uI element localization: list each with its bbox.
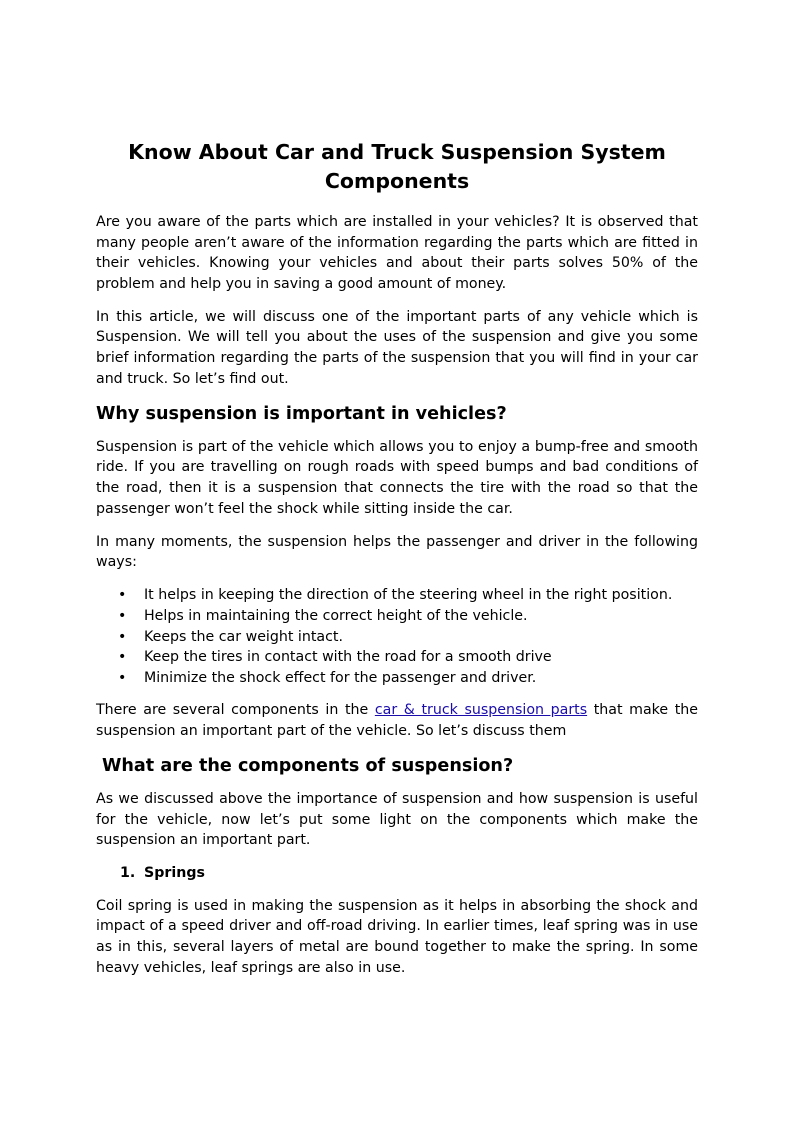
bullet-icon: • — [118, 587, 127, 604]
list-item-text: Helps in maintaining the correct height of the vehicle. — [144, 607, 528, 624]
importance-paragraph-1: Suspension is part of the vehicle which allows you to enjoy a bump-free and smooth ride. If you are travelling on rough roads with speed bumps and bad conditions of the road, then it is a suspension that connects the tire with the road so that the passenger won’t feel the shock while sitting inside the car. — [96, 438, 698, 517]
components-intro-paragraph — [96, 700, 698, 741]
section-heading-importance: Why suspension is important in vehicles? — [96, 403, 507, 424]
item-number: 1. — [120, 865, 136, 882]
components-text-after: that make the suspension an important part of the vehicle. So let’s discuss them — [96, 702, 699, 739]
list-item — [96, 585, 698, 606]
intro-paragraph-2: In this article, we will discuss one of the important parts of any vehicle which is Suspension. We will tell you about the uses of the suspension and give you some brief information regarding the parts of the suspension that you will find in your car and truck. So let’s find out. — [96, 308, 698, 387]
components-paragraph: As we discussed above the importance of suspension and how suspension is useful for the vehicle, now let’s put some light on the components which make the suspension an important part. — [96, 790, 698, 849]
document-title: Know About Car and Truck Suspension System Components — [128, 140, 666, 193]
item-title: Springs — [144, 865, 205, 882]
list-item — [96, 627, 698, 648]
benefits-list — [96, 585, 698, 688]
components-text-before: There are several components in the — [96, 702, 375, 719]
list-item — [96, 668, 698, 689]
list-item — [96, 647, 698, 668]
importance-paragraph-2: In many moments, the suspension helps the passenger and driver in the following ways: — [96, 533, 698, 571]
document-page — [96, 138, 698, 991]
bullet-icon: • — [118, 607, 127, 624]
list-item-text: Keep the tires in contact with the road for a smooth drive — [144, 649, 552, 666]
list-item-text: It helps in keeping the direction of the steering wheel in the right position. — [144, 587, 673, 604]
list-item-text: Keeps the car weight intact. — [144, 628, 343, 645]
section-heading-components: What are the components of suspension? — [102, 755, 514, 776]
intro-paragraph-1: Are you aware of the parts which are installed in your vehicles? It is observed that many people aren’t aware of the information regarding the parts which are fitted in their vehicles. Knowing your vehicles and about their parts solves 50% of the problem and help you in saving a good amount of money. — [96, 214, 698, 292]
springs-paragraph: Coil spring is used in making the suspension as it helps in absorbing the shock and impact of a speed driver and off-road driving. In earlier times, leaf spring was in use as in this, several layers of metal are bound together to make the spring. In some heavy vehicles, leaf springs are also in use. — [96, 897, 698, 976]
bullet-icon: • — [118, 628, 127, 645]
suspension-parts-link[interactable]: car & truck suspension parts — [374, 702, 588, 719]
bullet-icon: • — [118, 669, 127, 686]
bullet-icon: • — [118, 649, 127, 666]
list-item — [96, 606, 698, 627]
numbered-heading-springs — [96, 863, 698, 884]
list-item-text: Minimize the shock effect for the passenger and driver. — [144, 669, 537, 686]
